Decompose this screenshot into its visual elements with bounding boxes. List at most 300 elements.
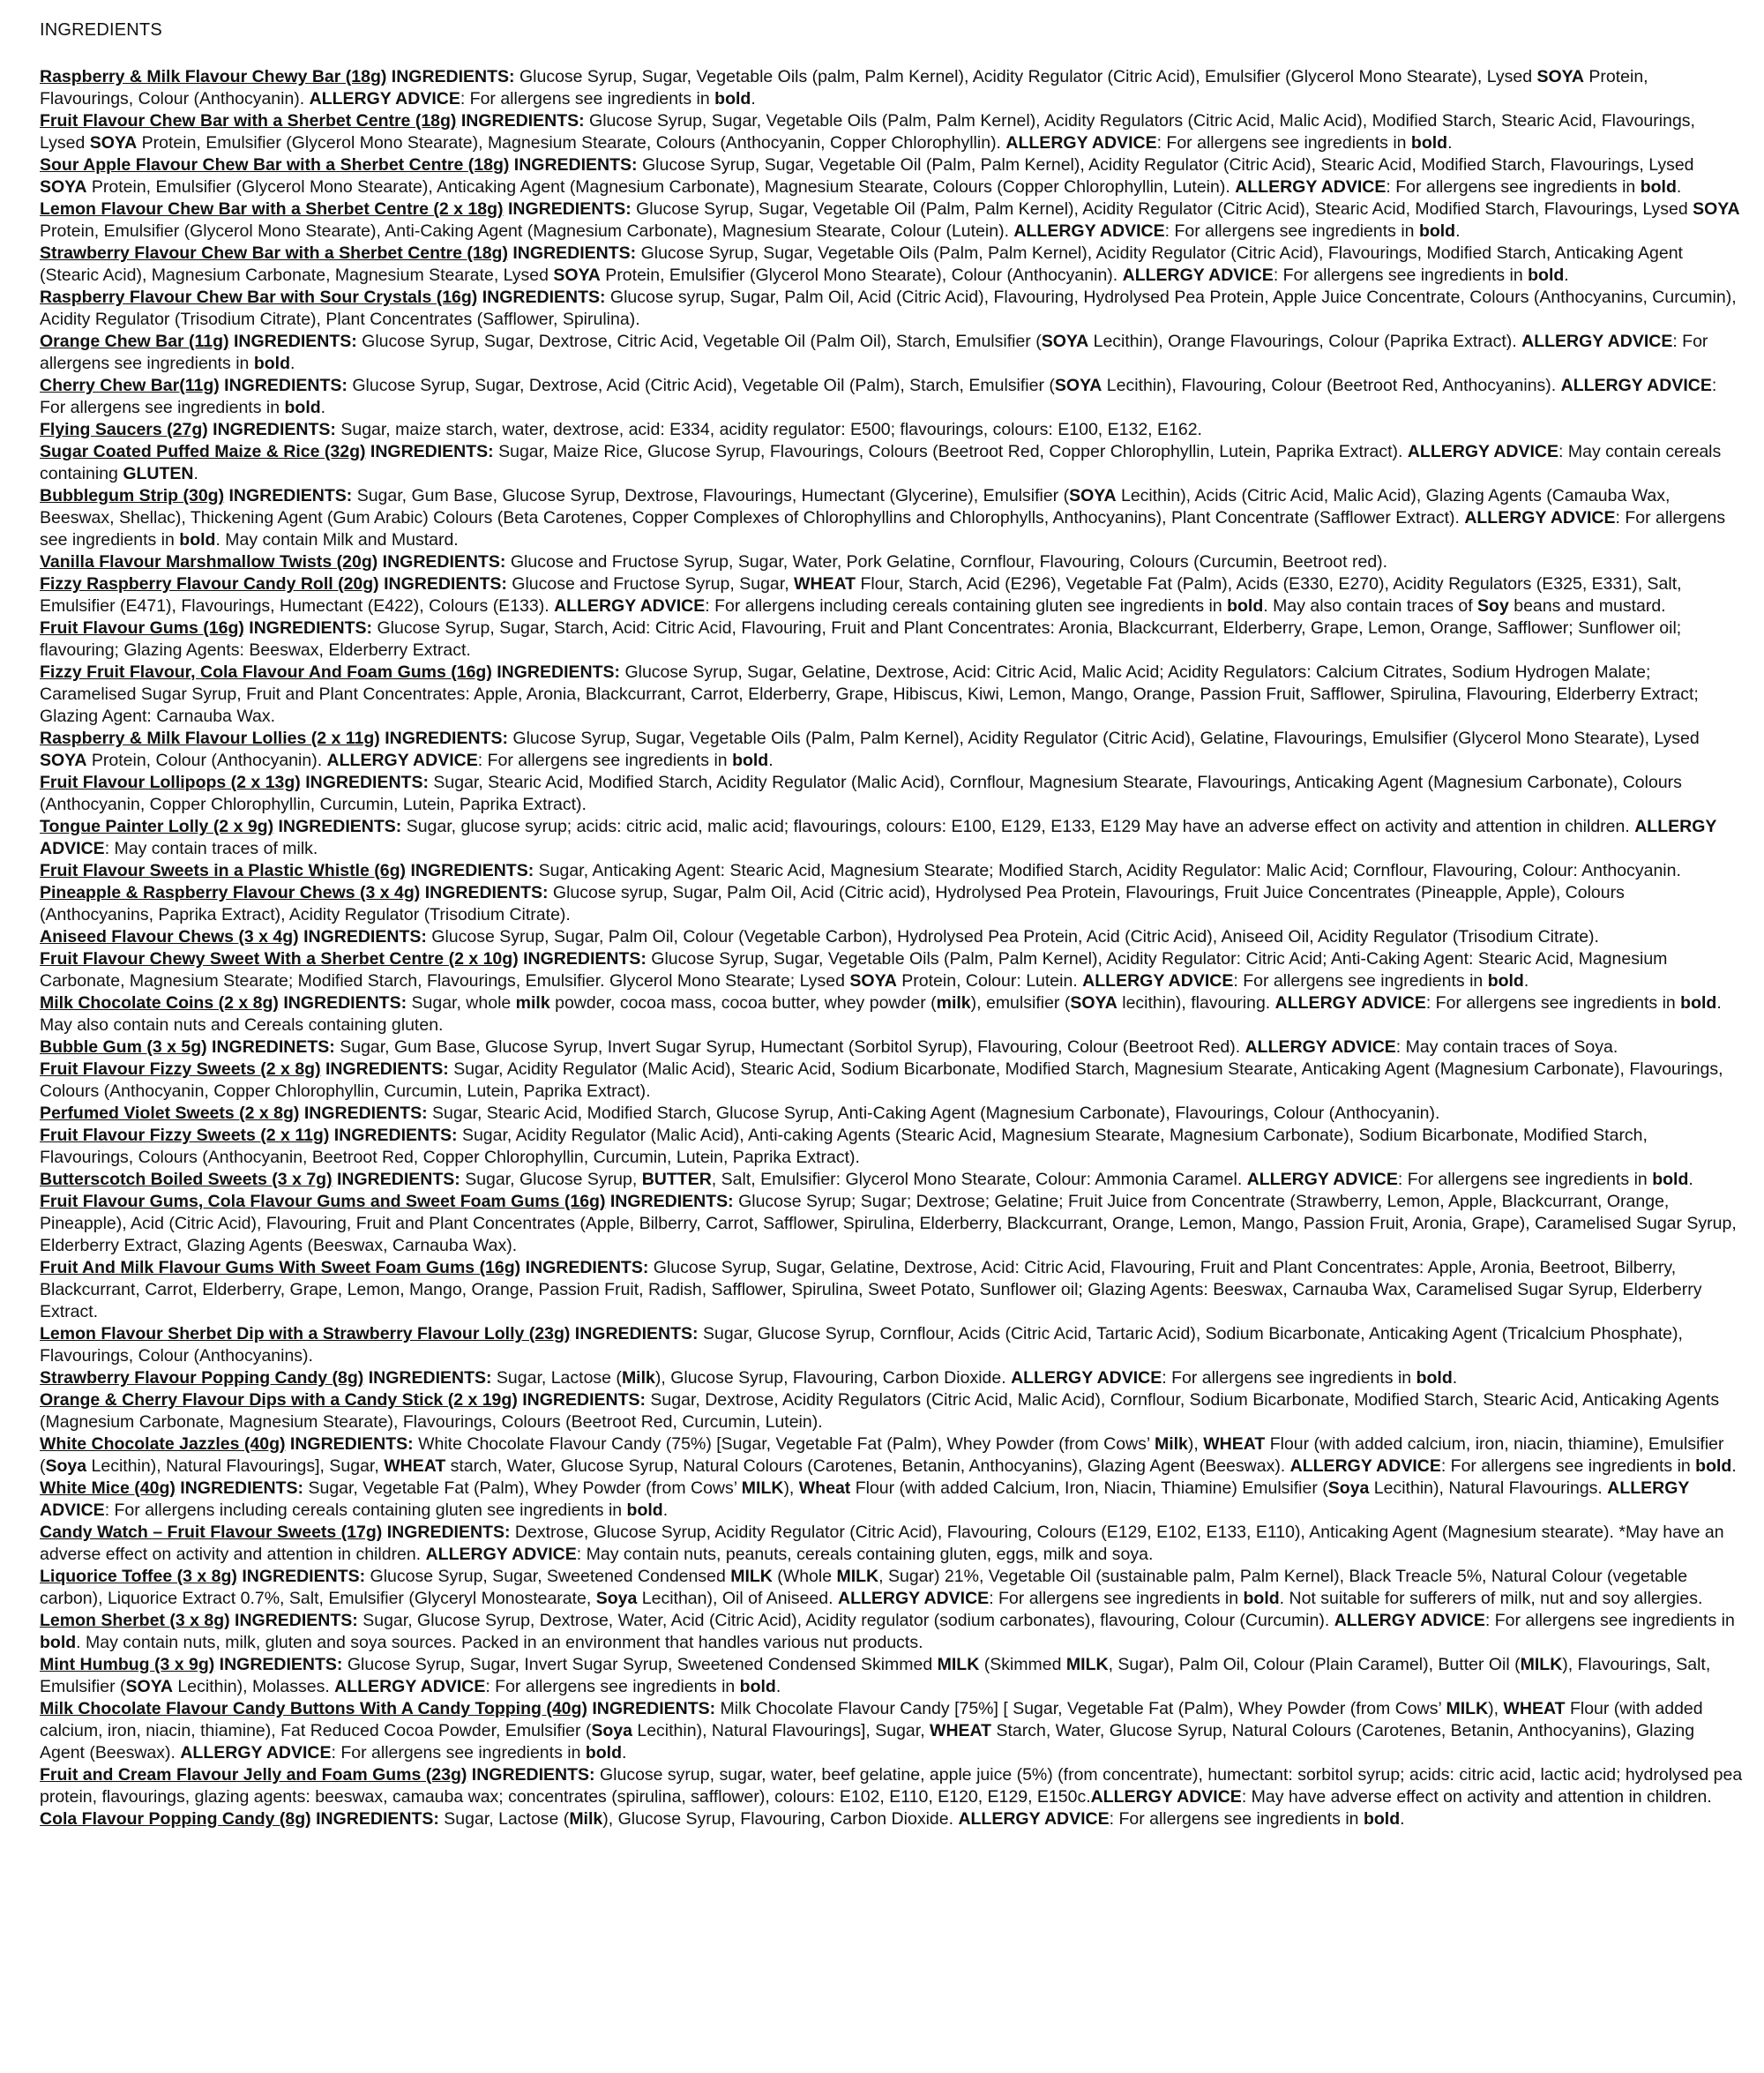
- product-name: Strawberry Flavour Popping Candy (8g): [40, 1368, 364, 1388]
- ingredient-text: : For allergens see ingredients in: [1425, 993, 1681, 1013]
- ingredient-text: : For allergens see ingredients in: [1397, 1170, 1653, 1189]
- ingredient-text: Glucose Syrup, Sugar, Vegetable Oils (Palm, Palm Kernel), Acidity Regulators (Citric Acid, Malic Acid), Modified Starch, Stearic Acid, Flavourings, Lysed: [40, 111, 1695, 153]
- bold-text: bold: [1418, 221, 1456, 241]
- product-name: Strawberry Flavour Chew Bar with a Sherbet Centre (18g): [40, 243, 508, 263]
- ingredient-entry: [40, 1169, 1743, 1191]
- ingredient-text: : For allergens see ingredients in: [1273, 266, 1529, 285]
- bold-text: INGREDIENTS:: [303, 927, 432, 947]
- bold-text: Wheat: [798, 1478, 851, 1498]
- ingredient-entry: [40, 287, 1743, 331]
- bold-text: INGREDIENTS:: [235, 1611, 363, 1630]
- bold-text: bold: [1528, 266, 1565, 285]
- ingredient-text: .: [289, 354, 295, 373]
- ingredient-text: Protein, Colour (Anthocyanin).: [86, 751, 327, 770]
- ingredient-text: White Chocolate Flavour Candy (75%) [Sugar, Vegetable Fat (Palm), Whey Powder (from Cows’: [418, 1434, 1155, 1454]
- bold-text: ALLERGY ADVICE: [958, 1809, 1110, 1829]
- bold-text: INGREDIENTS:: [316, 1809, 445, 1829]
- page-title: INGREDIENTS: [40, 20, 162, 40]
- bold-text: bold: [1363, 1809, 1401, 1829]
- ingredient-entry: [40, 1257, 1743, 1323]
- bold-text: Soya: [591, 1721, 632, 1740]
- ingredient-entry: [40, 1698, 1743, 1764]
- bold-text: bold: [1416, 1368, 1453, 1388]
- ingredient-text: . May contain nuts, milk, gluten and soya sources. Packed in an environment that handles various nut products.: [76, 1633, 923, 1652]
- bold-text: WHEAT: [384, 1456, 446, 1476]
- ingredient-text: .: [768, 751, 774, 770]
- product-name: Raspberry Flavour Chew Bar with Sour Crystals (16g): [40, 288, 478, 307]
- bold-text: INGREDIENTS:: [278, 817, 407, 836]
- ingredient-entry: [40, 948, 1743, 992]
- bold-text: WHEAT: [1503, 1699, 1566, 1718]
- bold-text: INGREDIENTS:: [523, 949, 652, 969]
- ingredient-text: Sugar, Glucose Syrup, Dextrose, Water, Acid (Citric Acid), Acidity regulator (sodium carbonates), flavouring, Colour (Curcumin).: [363, 1611, 1334, 1630]
- bold-text: bold: [714, 89, 751, 109]
- bold-text: INGREDIENTS:: [224, 376, 353, 395]
- bold-text: ALLERGY ADVICE: [1235, 177, 1387, 197]
- ingredient-entry: [40, 551, 1743, 573]
- ingredient-text: Sugar, Gum Base, Glucose Syrup, Dextrose, Flavourings, Humectant (Glycerine), Emulsifier (: [356, 486, 1070, 505]
- ingredient-text: Protein, Flavourings, Colour (Anthocyanin).: [40, 67, 1648, 109]
- bold-text: SOYA: [1536, 67, 1584, 86]
- ingredient-text: Sugar, Gum Base, Glucose Syrup, Invert Sugar Syrup, Humectant (Sorbitol Syrup), Flavouring, Colour (Beetroot Red).: [340, 1037, 1245, 1057]
- bold-text: ALLERGY ADVICE: [1122, 266, 1274, 285]
- ingredient-text: : May contain traces of milk.: [104, 839, 318, 858]
- bold-text: ALLERGY ADVICE: [1246, 1170, 1398, 1189]
- ingredient-text: Protein, Emulsifier (Glycerol Mono Stearate), Anti-Caking Agent (Magnesium Carbonate), Magnesium Stearate, Colour (Lutein).: [40, 221, 1014, 241]
- product-name: Fruit Flavour Sweets in a Plastic Whistle (6g): [40, 861, 407, 880]
- bold-text: SOYA: [1069, 486, 1117, 505]
- ingredient-text: Flour, Starch, Acid (E296), Vegetable Fat (Palm), Acids (E330, E270), Acidity Regulators (E325, E331), Salt, Emulsifier (E471), Flavourings, Humectant (E422), Colours (E133).: [40, 574, 1682, 616]
- ingredient-entry: [40, 1478, 1743, 1522]
- product-name: Sugar Coated Puffed Maize & Rice (32g): [40, 442, 366, 461]
- ingredient-entry: [40, 1389, 1743, 1433]
- bold-text: INGREDIENTS:: [233, 332, 363, 351]
- ingredient-text: Sugar, Stearic Acid, Modified Starch, Glucose Syrup, Anti-Caking Agent (Magnesium Carbonate), Flavourings, Colour (Anthocyanin).: [432, 1104, 1440, 1123]
- ingredient-entry: [40, 154, 1743, 198]
- bold-text: MILK: [730, 1567, 773, 1586]
- product-name: Pineapple & Raspberry Flavour Chews (3 x 4g): [40, 883, 421, 902]
- ingredient-text: ), Glucose Syrup, Flavouring, Carbon Dioxide.: [654, 1368, 1012, 1388]
- ingredient-text: ),: [1187, 1434, 1204, 1454]
- ingredient-text: Sugar, glucose syrup; acids: citric acid, malic acid; flavourings, colours: E100, E129, E133, E129 May have an adverse effect on activity and attention in children.: [406, 817, 1635, 836]
- ingredient-text: Sugar, Lactose (: [444, 1809, 570, 1829]
- product-name: Butterscotch Boiled Sweets (3 x 7g): [40, 1170, 333, 1189]
- ingredient-entry: [40, 1367, 1743, 1389]
- product-name: Flying Saucers (27g): [40, 420, 208, 439]
- product-name: Fruit Flavour Fizzy Sweets (2 x 8g): [40, 1059, 321, 1079]
- bold-text: INGREDIENTS:: [391, 67, 519, 86]
- ingredient-text: : For allergens see ingredients in: [1109, 1809, 1364, 1829]
- ingredient-text: Glucose Syrup, Sugar, Vegetable Oil (Palm, Palm Kernel), Acidity Regulator (Citric Acid), Stearic Acid, Modified Starch, Flavourings, Lysed: [636, 199, 1693, 219]
- bold-text: INGREDIENTS:: [507, 199, 637, 219]
- ingredient-entry: [40, 728, 1743, 772]
- bold-text: INGREDIENTS:: [249, 618, 377, 638]
- bold-text: ALLERGY ADVICE: [1245, 1037, 1396, 1057]
- bold-text: SOYA: [1054, 376, 1102, 395]
- product-name: Fruit and Cream Flavour Jelly and Foam Gums (23g): [40, 1765, 467, 1785]
- product-name: Perfumed Violet Sweets (2 x 8g): [40, 1104, 300, 1123]
- bold-text: SOYA: [1693, 199, 1740, 219]
- bold-text: INGREDIENTS:: [512, 243, 641, 263]
- ingredient-text: : For allergens see ingredients in: [1233, 971, 1488, 991]
- bold-text: ALLERGY ADVICE: [326, 751, 478, 770]
- ingredient-text: Glucose Syrup, Sugar, Gelatine, Dextrose, Acid: Citric Acid, Flavouring, Fruit and Plant Concentrates: Apple, Aronia, Beetroot, Bilberry, Blackcurrant, Carrot, Elderberry, Grape, Lemon, Mango, Orange, Passion Fruit, Radish, Safflower, Spirulina, Sweet Potato, Sunflower oil; Glazing Agents: Beeswax, Carnauba Wax, Caramelised Sugar Syrup, Elderberry Extract.: [40, 1258, 1702, 1321]
- ingredient-entry: [40, 1522, 1743, 1566]
- bold-text: ALLERGY ADVICE: [1090, 1787, 1242, 1807]
- ingredient-text: Protein, Emulsifier (Glycerol Mono Stearate), Magnesium Stearate, Colours (Anthocyanin, Copper Chlorophyllin).: [137, 133, 1006, 153]
- bold-text: bold: [585, 1743, 622, 1762]
- ingredient-text: Glucose Syrup, Sugar, Sweetened Condensed: [370, 1567, 731, 1586]
- ingredient-text: Sugar, Acidity Regulator (Malic Acid), Anti-caking Agents (Stearic Acid, Magnesium Stearate, Magnesium Carbonate), Sodium Bicarbonate, Modified Starch, Flavourings, Colours (Anthocyanin, Beetroot Red, Copper Chlorophyllin, Curcumin, Lutein, Paprika Extract).: [40, 1126, 1648, 1167]
- ingredient-text: Glucose Syrup, Sugar, Invert Sugar Syrup, Sweetened Condensed Skimmed: [347, 1655, 938, 1674]
- ingredient-text: ), emulsifier (: [970, 993, 1071, 1013]
- bold-text: bold: [1640, 177, 1677, 197]
- ingredient-text: .: [1447, 133, 1453, 153]
- bold-text: ALLERGY ADVICE: [1082, 971, 1234, 991]
- bold-text: INGREDIENTS:: [370, 442, 499, 461]
- ingredient-entry: [40, 331, 1743, 375]
- bold-text: INGREDIENTS:: [513, 155, 642, 175]
- ingredient-text: : For allergens see ingredients in: [1162, 1368, 1416, 1388]
- ingredient-text: Lecithin), Acids (Citric Acid, Malic Acid), Glazing Agents (Camauba Wax, Beeswax, Shellac), Thickening Agent (Gum Arabic) Colours (Beta Carotenes, Copper Complexes of Chlorophyllins and Chlorophylls, Anthocyanins), Plant Concentrate (Safflower Extract).: [40, 486, 1671, 528]
- ingredient-text: , Salt, Emulsifier: Glycerol Mono Stearate, Colour: Ammonia Caramel.: [711, 1170, 1247, 1189]
- bold-text: INGREDIENTS:: [574, 1324, 703, 1343]
- ingredient-text: Flour (with added calcium, iron, niacin, thiamine), Emulsifier (: [40, 1434, 1724, 1476]
- ingredient-entry: [40, 1610, 1743, 1654]
- product-name: Bubblegum Strip (30g): [40, 486, 225, 505]
- ingredient-entry: [40, 617, 1743, 662]
- ingredient-text: Sugar, Maize Rice, Glucose Syrup, Flavourings, Colours (Beetroot Red, Copper Chlorophyllin, Lutein, Paprika Extract).: [498, 442, 1408, 461]
- bold-text: Soya: [45, 1456, 87, 1476]
- ingredient-entry: [40, 419, 1743, 441]
- ingredient-text: Glucose Syrup, Sugar, Dextrose, Citric Acid, Vegetable Oil (Palm Oil), Starch, Emulsifier (: [362, 332, 1042, 351]
- bold-text: INGREDIENTS:: [337, 1170, 466, 1189]
- ingredient-text: .: [1523, 971, 1529, 991]
- ingredient-text: Glucose and Fructose Syrup, Sugar, Water, Pork Gelatine, Cornflour, Flavouring, Colours (Curcumin, Beetroot red).: [510, 552, 1388, 572]
- product-name: Orange & Cherry Flavour Dips with a Candy Stick (2 x 19g): [40, 1390, 518, 1410]
- ingredient-text: Protein, Emulsifier (Glycerol Mono Stearate), Colour (Anthocyanin).: [600, 266, 1123, 285]
- product-name: White Chocolate Jazzles (40g): [40, 1434, 286, 1454]
- product-name: Aniseed Flavour Chews (3 x 4g): [40, 927, 299, 947]
- bold-text: bold: [626, 1500, 663, 1520]
- product-name: Candy Watch – Fruit Flavour Sweets (17g): [40, 1523, 383, 1542]
- ingredient-text: Lecithin), Natural Flavourings], Sugar,: [632, 1721, 931, 1740]
- ingredient-text: : For allergens see ingredients in: [485, 1677, 740, 1696]
- bold-text: INGREDIENTS:: [384, 574, 512, 594]
- ingredient-text: : For allergens see ingredients in: [1156, 133, 1411, 153]
- ingredient-entry: [40, 441, 1743, 485]
- ingredient-text: .: [1688, 1170, 1693, 1189]
- ingredient-entry: [40, 485, 1743, 551]
- bold-text: Milk: [621, 1368, 655, 1388]
- product-name: Cola Flavour Popping Candy (8g): [40, 1809, 311, 1829]
- bold-text: INGREDIENTS:: [522, 1390, 651, 1410]
- bold-text: INGREDIENTS:: [283, 993, 412, 1013]
- product-name: Fruit Flavour Lollipops (2 x 13g): [40, 773, 301, 792]
- ingredient-text: Glucose syrup, Sugar, Palm Oil, Acid (Citric Acid), Flavouring, Hydrolysed Pea Protein, Apple Juice Concentrate, Colours (Anthocyanins, Curcumin), Acidity Regulator (Trisodium Citrate), Plant Concentrates (Safflower, Spirulina).: [40, 288, 1737, 329]
- bold-text: MILK: [1446, 1699, 1489, 1718]
- bold-text: GLUTEN: [123, 464, 194, 483]
- product-name: Fruit And Milk Flavour Gums With Sweet Foam Gums (16g): [40, 1258, 521, 1277]
- bold-text: Milk: [569, 1809, 603, 1829]
- product-name: Mint Humbug (3 x 9g): [40, 1655, 215, 1674]
- ingredient-text: Glucose Syrup, Sugar, Vegetable Oils (palm, Palm Kernel), Acidity Regulator (Citric Acid), Emulsifier (Glycerol Mono Stearate), Lysed: [519, 67, 1537, 86]
- ingredient-entry: [40, 1103, 1743, 1125]
- bold-text: INGREDIENTS:: [497, 662, 625, 682]
- ingredient-text: Glucose Syrup, Sugar, Vegetable Oils (Palm, Palm Kernel), Acidity Regulator (Citric Acid), Flavourings, Modified Starch, Anticaking Agent (Stearic Acid), Magnesium Carbonate, Magnesium Stearate, Lysed: [40, 243, 1683, 285]
- ingredient-text: lecithin), flavouring.: [1117, 993, 1275, 1013]
- bold-text: INGREDINETS:: [212, 1037, 340, 1057]
- bold-text: INGREDIENTS:: [325, 1059, 454, 1079]
- bold-text: ALLERGY ADVICE: [1464, 508, 1616, 528]
- bold-text: SOYA: [553, 266, 601, 285]
- bold-text: INGREDIENTS:: [385, 729, 513, 748]
- bold-text: ALLERGY ADVICE: [1560, 376, 1712, 395]
- ingredient-text: .: [320, 398, 326, 417]
- bold-text: bold: [1243, 1589, 1280, 1608]
- ingredient-entry: [40, 1566, 1743, 1610]
- ingredient-text: Glucose syrup, sugar, water, beef gelatine, apple juice (5%) (from concentrate), humectant: sorbitol syrup; acids: citric acid, lactic acid; hydrolysed pea protein, flavourings, glazing agents: beeswax, camauba wax; concentrates (spirulina, safflower), colours: E102, E110, E120, E129, E150c.: [40, 1765, 1743, 1807]
- ingredient-entry: [40, 66, 1743, 110]
- ingredient-text: : May contain cereals containing: [40, 442, 1722, 483]
- ingredient-text: . May also contain nuts and Cereals containing gluten.: [40, 993, 1722, 1035]
- product-name: Tongue Painter Lolly (2 x 9g): [40, 817, 274, 836]
- bold-text: INGREDIENTS:: [525, 1258, 654, 1277]
- bold-text: INGREDIENTS:: [213, 420, 341, 439]
- ingredient-entry: [40, 816, 1743, 860]
- product-name: Lemon Flavour Sherbet Dip with a Strawberry Flavour Lolly (23g): [40, 1324, 571, 1343]
- ingredient-text: Glucose Syrup, Sugar, Vegetable Oils (Palm, Palm Kernel), Acidity Regulator (Citric Acid), Gelatine, Flavourings, Emulsifier (Glycerol Mono Stearate), Lysed: [512, 729, 1700, 748]
- ingredient-text: (Skimmed: [979, 1655, 1066, 1674]
- bold-text: INGREDIENTS:: [592, 1699, 721, 1718]
- bold-text: bold: [40, 1633, 77, 1652]
- ingredient-text: Sugar, Lactose (: [496, 1368, 622, 1388]
- product-name: Liquorice Toffee (3 x 8g): [40, 1567, 237, 1586]
- bold-text: Soy: [1477, 596, 1509, 616]
- ingredient-text: Sugar, whole: [411, 993, 516, 1013]
- ingredient-text: Milk Chocolate Flavour Candy [75%] [ Sugar, Vegetable Fat (Palm), Whey Powder (from Cows’: [720, 1699, 1446, 1718]
- ingredients-list: [40, 66, 1743, 1830]
- ingredient-entry: [40, 110, 1743, 154]
- ingredient-text: Lecithin), Molasses.: [173, 1677, 335, 1696]
- ingredient-entry: [40, 926, 1743, 948]
- bold-text: INGREDIENTS:: [424, 883, 553, 902]
- ingredient-text: Glucose syrup, Sugar, Palm Oil, Acid (Citric acid), Hydrolysed Pea Protein, Flavourings, Fruit Juice Concentrates (Pineapple, Apple), Colours (Anthocyanins, Paprika Extract), Acidity Regulator (Trisodium Citrate).: [40, 883, 1625, 924]
- product-name: Vanilla Flavour Marshmallow Twists (20g): [40, 552, 378, 572]
- ingredient-text: ), Glucose Syrup, Flavouring, Carbon Dioxide.: [602, 1809, 959, 1829]
- ingredient-text: : For allergens see ingredients in: [989, 1589, 1244, 1608]
- bold-text: INGREDIENTS:: [289, 1434, 419, 1454]
- bold-text: bold: [732, 751, 769, 770]
- ingredient-text: .: [1731, 1456, 1737, 1476]
- bold-text: MILK: [836, 1567, 879, 1586]
- ingredient-text: Sugar, Vegetable Fat (Palm), Whey Powder (from Cows’: [308, 1478, 742, 1498]
- ingredient-text: Sugar, Acidity Regulator (Malic Acid), Stearic Acid, Sodium Bicarbonate, Modified Starch, Magnesium Stearate, Anticaking Agent (Magnesium Carbonate), Flavourings, Colours (Anthocyanin, Copper Chlorophyllin, Curcumin, Lutein, Paprika Extract).: [40, 1059, 1723, 1101]
- ingredient-text: .: [1564, 266, 1569, 285]
- ingredient-text: Glucose Syrup, Sugar, Vegetable Oil (Palm, Palm Kernel), Acidity Regulator (Citric Acid), Stearic Acid, Modified Starch, Flavourings, Lysed: [641, 155, 1694, 175]
- ingredient-text: Glucose and Fructose Syrup, Sugar,: [512, 574, 795, 594]
- ingredient-text: Glucose Syrup, Sugar, Palm Oil, Colour (Vegetable Carbon), Hydrolysed Pea Protein, Acid (Citric Acid), Aniseed Oil, Acidity Regulator (Trisodium Citrate).: [431, 927, 1599, 947]
- bold-text: ALLERGY ADVICE: [1334, 1611, 1485, 1630]
- bold-text: INGREDIENTS:: [333, 1126, 462, 1145]
- ingredient-text: Glucose Syrup, Sugar, Starch, Acid: Citric Acid, Flavouring, Fruit and Plant Concentrates: Aronia, Blackcurrant, Elderberry, Grape, Lemon, Orange, Safflower; Sunflower oil; flavouring; Glazing Agents: Beeswax, Elderberry Extract.: [40, 618, 1682, 660]
- ingredient-text: powder, cocoa mass, cocoa butter, whey powder (: [549, 993, 937, 1013]
- ingredient-text: : For allergens see ingredients in: [477, 751, 733, 770]
- ingredient-entry: [40, 1191, 1743, 1257]
- ingredient-text: beans and mustard.: [1508, 596, 1666, 616]
- ingredient-text: .: [662, 1500, 669, 1520]
- bold-text: INGREDIENTS:: [410, 861, 539, 880]
- bold-text: INGREDIENTS:: [219, 1655, 348, 1674]
- bold-text: ALLERGY ADVICE: [40, 817, 1717, 858]
- ingredient-text: . May also contain traces of: [1263, 596, 1478, 616]
- ingredient-entry: [40, 573, 1743, 617]
- bold-text: bold: [1487, 971, 1524, 991]
- ingredient-text: Starch, Water, Glucose Syrup, Natural Colours (Carotenes, Betanin, Anthocyanins), Glazing Agent (Beeswax).: [40, 1721, 1695, 1762]
- bold-text: MILK: [741, 1478, 784, 1498]
- bold-text: ALLERGY ADVICE: [425, 1545, 577, 1564]
- ingredient-text: Lecithin), Natural Flavourings], Sugar,: [86, 1456, 385, 1476]
- ingredient-text: Glucose Syrup, Sugar, Dextrose, Acid (Citric Acid), Vegetable Oil (Palm), Starch, Emulsifier (: [352, 376, 1055, 395]
- bold-text: BUTTER: [641, 1170, 712, 1189]
- product-name: Orange Chew Bar (11g): [40, 332, 229, 351]
- ingredient-entry: [40, 243, 1743, 287]
- ingredient-text: : For allergens see ingredients in: [40, 332, 1708, 373]
- bold-text: WHEAT: [930, 1721, 992, 1740]
- product-name: Raspberry & Milk Flavour Chewy Bar (18g): [40, 67, 387, 86]
- bold-text: ALLERGY ADVICE: [40, 1478, 1690, 1520]
- bold-text: ALLERGY ADVICE: [334, 1677, 486, 1696]
- bold-text: MILK: [937, 1655, 980, 1674]
- product-name: Sour Apple Flavour Chew Bar with a Sherbet Centre (18g): [40, 155, 510, 175]
- product-name: Fruit Flavour Fizzy Sweets (2 x 11g): [40, 1126, 330, 1145]
- bold-text: INGREDIENTS:: [305, 773, 434, 792]
- ingredient-text: .: [1455, 221, 1461, 241]
- bold-text: bold: [739, 1677, 776, 1696]
- bold-text: WHEAT: [794, 574, 856, 594]
- ingredient-text: : For allergens see ingredients in: [1386, 177, 1641, 197]
- product-name: Cherry Chew Bar(11g): [40, 376, 220, 395]
- bold-text: WHEAT: [1203, 1434, 1266, 1454]
- ingredient-text: Sugar, Stearic Acid, Modified Starch, Acidity Regulator (Malic Acid), Cornflour, Magnesium Stearate, Flavourings, Anticaking Agent (Magnesium Carbonate), Colours (Anthocyanin, Copper Chlorophyllin, Curcumin, Lutein, Paprika Extract).: [40, 773, 1682, 814]
- ingredient-text: : For allergens see ingredients in: [1164, 221, 1419, 241]
- ingredient-text: . May contain Milk and Mustard.: [215, 530, 459, 550]
- product-name: Lemon Flavour Chew Bar with a Sherbet Centre (2 x 18g): [40, 199, 504, 219]
- product-name: Fizzy Fruit Flavour, Cola Flavour And Foam Gums (16g): [40, 662, 492, 682]
- ingredient-text: Dextrose, Glucose Syrup, Acidity Regulator (Citric Acid), Flavouring, Colours (E129, E102, E133, E110), Anticaking Agent (Magnesium stearate). *May have an adverse effect on activity and attention in children.: [40, 1523, 1724, 1564]
- bold-text: MILK: [1065, 1655, 1109, 1674]
- bold-text: SOYA: [40, 751, 87, 770]
- ingredient-text: : For allergens including cereals containing gluten see ingredients in: [705, 596, 1228, 616]
- product-name: Fruit Flavour Gums (16g): [40, 618, 244, 638]
- ingredient-text: Lecithin), Natural Flavourings.: [1369, 1478, 1608, 1498]
- product-name: Fruit Flavour Chewy Sweet With a Sherbet Centre (2 x 10g): [40, 949, 519, 969]
- bold-text: ALLERGY ADVICE: [1407, 442, 1559, 461]
- bold-text: INGREDIENTS:: [460, 111, 590, 131]
- ingredient-text: : For allergens see ingredients in: [460, 89, 715, 109]
- ingredient-text: Flour (with added Calcium, Iron, Niacin, Thiamine) Emulsifier (: [850, 1478, 1328, 1498]
- bold-text: INGREDIENTS:: [303, 1104, 433, 1123]
- ingredient-text: .: [1400, 1809, 1405, 1829]
- bold-text: INGREDIENTS:: [228, 486, 357, 505]
- bold-text: bold: [1410, 133, 1448, 153]
- bold-text: SOYA: [849, 971, 897, 991]
- product-name: Milk Chocolate Coins (2 x 8g): [40, 993, 279, 1013]
- bold-text: milk: [515, 993, 550, 1013]
- ingredient-text: Sugar, Glucose Syrup, Cornflour, Acids (Citric Acid, Tartaric Acid), Sodium Bicarbonate, Anticaking Agent (Tricalcium Phosphate), Flavourings, Colour (Anthocyanins).: [40, 1324, 1683, 1366]
- bold-text: ALLERGY ADVICE: [1011, 1368, 1162, 1388]
- ingredient-text: .: [622, 1743, 627, 1762]
- ingredient-text: Sugar, Anticaking Agent: Stearic Acid, Magnesium Stearate; Modified Starch, Acidity Regulator: Malic Acid; Cornflour, Flavouring, Colour: Anthocyanin.: [538, 861, 1681, 880]
- bold-text: bold: [1695, 1456, 1732, 1476]
- bold-text: ALLERGY ADVICE: [554, 596, 706, 616]
- bold-text: SOYA: [125, 1677, 173, 1696]
- ingredient-entry: [40, 662, 1743, 728]
- bold-text: SOYA: [1070, 993, 1117, 1013]
- ingredient-text: Lecithan), Oil of Aniseed.: [637, 1589, 838, 1608]
- product-name: Lemon Sherbet (3 x 8g): [40, 1611, 230, 1630]
- product-name: Bubble Gum (3 x 5g): [40, 1037, 207, 1057]
- ingredient-entry: [40, 1764, 1743, 1808]
- bold-text: SOYA: [89, 133, 138, 153]
- ingredient-entry: [40, 882, 1743, 926]
- bold-text: Soya: [1327, 1478, 1370, 1498]
- ingredient-text: Sugar, maize starch, water, dextrose, acid: E334, acidity regulator: E500; flavourings, colours: E100, E132, E162.: [340, 420, 1202, 439]
- bold-text: bold: [1652, 1170, 1689, 1189]
- bold-text: bold: [253, 354, 290, 373]
- ingredient-text: Protein, Colour: Lutein.: [896, 971, 1083, 991]
- bold-text: INGREDIENTS:: [382, 552, 511, 572]
- bold-text: INGREDIENTS:: [609, 1192, 739, 1211]
- bold-text: MILK: [1520, 1655, 1563, 1674]
- bold-text: ALLERGY ADVICE: [838, 1589, 990, 1608]
- ingredient-text: : May contain traces of Soya.: [1395, 1037, 1618, 1057]
- bold-text: INGREDIENTS:: [368, 1368, 497, 1388]
- ingredient-text: .: [751, 89, 756, 109]
- ingredient-entry: [40, 1125, 1743, 1169]
- ingredient-text: Sugar, Glucose Syrup,: [465, 1170, 642, 1189]
- bold-text: SOYA: [1041, 332, 1089, 351]
- ingredient-text: Glucose Syrup, Sugar, Gelatine, Dextrose, Acid: Citric Acid, Malic Acid; Acidity Regulators: Calcium Citrates, Sodium Hydrogen Malate; Caramelised Sugar Syrup, Fruit and Plant Concentrates: Apple, Aronia, Blackcurrant, Carrot, Elderberry, Grape, Hibiscus, Kiwi, Lemon, Mango, Orange, Passion Fruit, Safflower, Spirulina, Flavouring, Elderberry Extract; Glazing Agent: Carnauba Wax.: [40, 662, 1699, 726]
- bold-text: Milk: [1154, 1434, 1188, 1454]
- bold-text: milk: [936, 993, 971, 1013]
- ingredient-text: ), Flavourings, Salt, Emulsifier (: [40, 1655, 1711, 1696]
- ingredient-text: : For allergens see ingredients in: [331, 1743, 586, 1762]
- ingredient-text: .: [1676, 177, 1682, 197]
- bold-text: INGREDIENTS:: [471, 1765, 600, 1785]
- bold-text: Soya: [595, 1589, 638, 1608]
- ingredient-text: : May contain nuts, peanuts, cereals containing gluten, eggs, milk and soya.: [576, 1545, 1154, 1564]
- ingredient-text: : For allergens see ingredients in: [40, 376, 1717, 417]
- bold-text: INGREDIENTS:: [386, 1523, 515, 1542]
- bold-text: bold: [284, 398, 321, 417]
- ingredient-text: .: [775, 1677, 781, 1696]
- ingredient-entry: [40, 860, 1743, 882]
- bold-text: SOYA: [40, 177, 87, 197]
- ingredient-entry: [40, 1059, 1743, 1103]
- ingredient-entry: [40, 992, 1743, 1036]
- ingredient-entry: [40, 375, 1743, 419]
- product-name: White Mice (40g): [40, 1478, 176, 1498]
- ingredient-text: ),: [1488, 1699, 1504, 1718]
- bold-text: ALLERGY ADVICE: [1013, 221, 1165, 241]
- bold-text: ALLERGY ADVICE: [1274, 993, 1426, 1013]
- ingredient-entry: [40, 1808, 1743, 1830]
- ingredient-text: (Whole: [772, 1567, 837, 1586]
- ingredient-text: , Sugar) 21%, Vegetable Oil (sustainable palm, Palm Kernel), Black Treacle 5%, Natural Colour (vegetable carbon), Liquorice Extract 0.7%, Salt, Emulsifier (Glyceryl Monostearate,: [40, 1567, 1688, 1608]
- ingredient-text: Flour (with added calcium, iron, niacin, thiamine), Fat Reduced Cocoa Powder, Emulsifier (: [40, 1699, 1703, 1740]
- bold-text: ALLERGY ADVICE: [309, 89, 460, 109]
